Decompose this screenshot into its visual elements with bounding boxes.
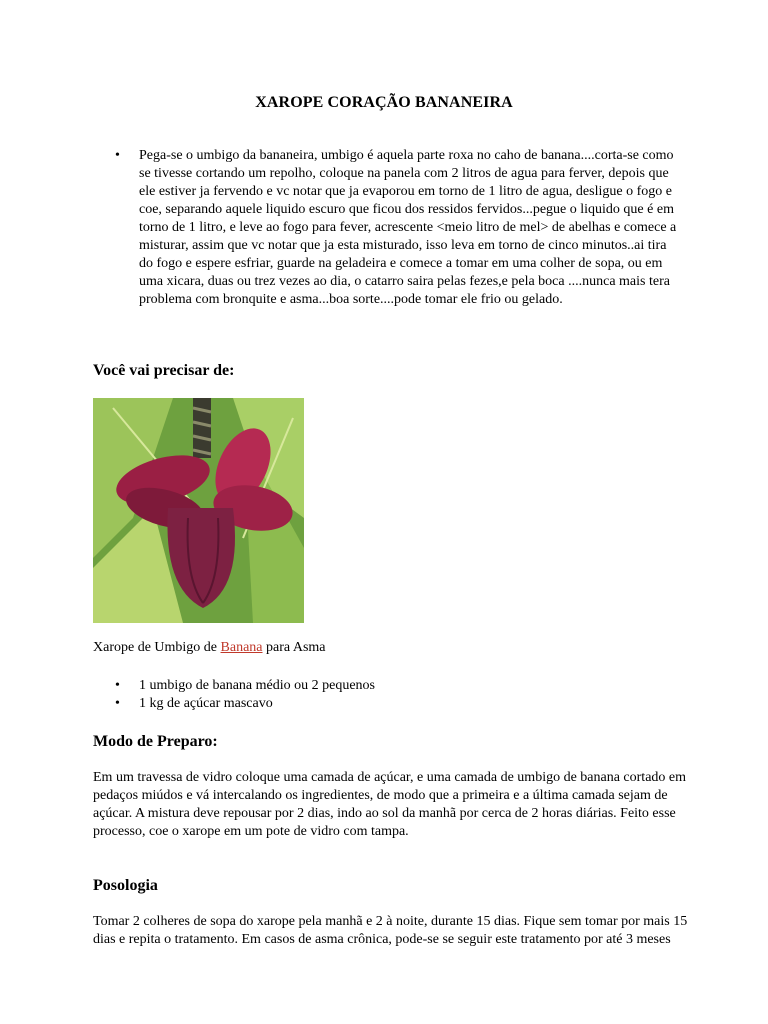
heading-dosage: Posologia xyxy=(93,877,158,894)
ingredients-list xyxy=(115,677,376,713)
bullet-icon: • xyxy=(115,148,120,163)
ingredient-text: 1 kg de açúcar mascavo xyxy=(139,696,273,711)
intro-item xyxy=(115,147,679,309)
intro-list xyxy=(115,147,679,309)
heading-prep: Modo de Preparo: xyxy=(93,733,218,750)
ingredient-item xyxy=(115,695,375,713)
ingredient-item xyxy=(115,677,376,695)
caption-text-before: Xarope de Umbigo de xyxy=(93,640,221,655)
bullet-icon: • xyxy=(115,696,120,711)
caption-text-after: para Asma xyxy=(262,640,326,655)
dosage-paragraph: Tomar 2 colheres de sopa do xarope pela manhã e 2 à noite, durante 15 dias. Fique sem tomar por mais 15 dias e repita o tratamento. Em casos de asma crônica, pode-se se seguir este tratamento por até 3 meses xyxy=(93,914,688,947)
intro-text: Pega-se o umbigo da bananeira, umbigo é aquela parte roxa no caho de banana....corta-se como se tivesse cortando um repolho, coloque na panela com 2 litros de agua para ferver, depois que ele estiver ja fervendo e vc notar que ja evaporou em torno de 1 litro de agua, desligue o fogo e coe, separando aquele liquido escuro que ficou dos ressidos fervidos...pegue o liquido que é em torno de 1 litro, e leve ao fogo para fever, acrescente <meio litro de mel> de abelhas e comece a misturar, assim que vc notar que ja esta misturado, isso leva em torno de cinco minutos..ai tira do fogo e espere esfriar, guarde na geladeira e comece a tomar em uma colher de sopa, ou em uma xicara, duas ou trez vezes ao dia, o catarro saira pelas fezes,e pela boca ....nunca mais tera problema com bronquite e asma...boa sorte....pode tomar ele frio ou gelado. xyxy=(139,148,677,307)
heading-need: Você vai precisar de: xyxy=(93,362,235,379)
banana-link[interactable]: Banana xyxy=(220,640,263,655)
page-title: XAROPE CORAÇÃO BANANEIRA xyxy=(255,94,513,111)
photo-caption xyxy=(93,640,326,656)
prep-paragraph: Em um travessa de vidro coloque uma camada de açúcar, e uma camada de umbigo de banana cortado em pedaços miúdos e vá intercalando os ingredientes, de modo que a primeira e a última camada sejam de açúcar. A mistura deve repousar por 2 dias, indo ao sol da manhã por cerca de 2 horas diárias. Feito esse processo, coe o xarope em um pote de vidro com tampa. xyxy=(93,770,687,839)
bullet-icon: • xyxy=(115,678,120,693)
ingredient-text: 1 umbigo de banana médio ou 2 pequenos xyxy=(139,678,376,693)
banana-flower-photo xyxy=(93,398,304,623)
